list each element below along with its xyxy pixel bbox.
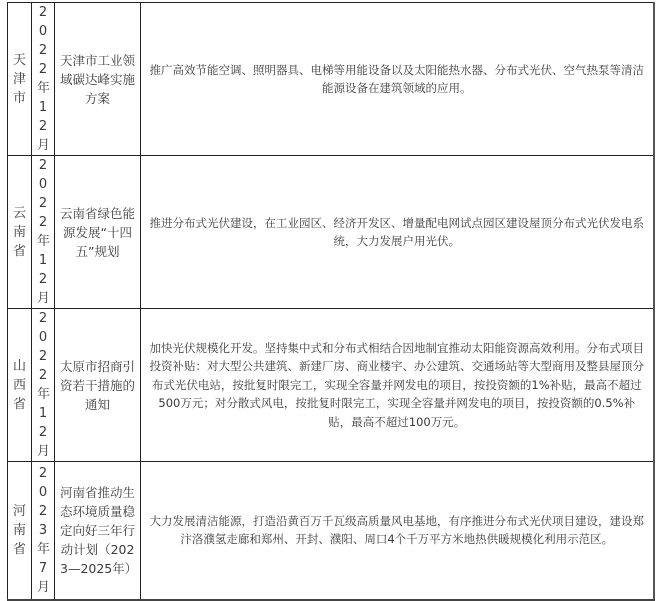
table-row <box>8 3 654 156</box>
policy-title: 云南省绿色能源发展“十四五”规划 <box>60 205 136 259</box>
province-text: 天津市 <box>12 52 26 106</box>
province-cell <box>8 3 32 156</box>
policy-title: 太原市招商引资若干措施的通知 <box>60 358 136 412</box>
date-cell <box>32 3 55 156</box>
date-text: 2022年12月 <box>37 5 51 153</box>
province-cell <box>8 309 32 462</box>
policy-content: 推进分布式光伏建设，在工业园区、经济开发区、增量配电网试点园区建设屋顶分布式光伏发电系统，大力发展户用光伏。 <box>149 215 644 248</box>
policy-title-cell <box>55 3 141 156</box>
policy-title: 天津市工业领域碳达峰实施方案 <box>60 52 136 106</box>
date-cell <box>32 156 55 309</box>
table-row <box>8 309 654 462</box>
province-text: 山西省 <box>12 358 26 412</box>
date-text: 2023年7月 <box>37 465 51 595</box>
policy-title-cell <box>55 156 141 309</box>
policy-content-cell <box>141 309 654 462</box>
policy-content-cell <box>141 462 654 600</box>
table-row <box>8 156 654 309</box>
date-cell <box>32 462 55 600</box>
policy-content: 推广高效节能空调、照明器具、电梯等用能设备以及太阳能热水器、分布式光伏、空气热泵等清洁能源设备在建筑领域的应用。 <box>149 62 644 95</box>
policy-content: 大力发展清洁能源，打造沿黄百万千瓦级高质量风电基地，有序推进分布式光伏项目建设，建设郑汴洛濮氢走廊和郑州、开封、濮阳、周口4个千万平方米地热供暖规模化利用示范区。 <box>149 513 644 547</box>
date-text: 2022年12月 <box>37 158 51 306</box>
province-cell <box>8 156 32 309</box>
date-cell <box>32 309 55 462</box>
table-row <box>8 462 654 600</box>
policy-title: 河南省推动生态环境质量稳定向好三年行动计划（2023—2025年） <box>60 484 138 576</box>
policy-title-cell <box>55 462 141 600</box>
date-text: 2022年12月 <box>37 311 51 459</box>
policy-title-cell <box>55 309 141 462</box>
policy-table <box>7 2 655 601</box>
policy-content: 加快光伏规模化开发。坚持集中式和分布式相结合因地制宜推动太阳能资源高效利用。分布式项目投资补贴：对大型公共建筑、新建厂房、商业楼宇、办公建筑、交通场站等大型商用及整县屋顶分布式光伏电站，按批复时限完工，实现全容量并网发电的项目，按投资额的1%补贴，最高不超过500万元；对分散式风电，按批复时限完工，实现全容量并网发电的项目，按投资额的0.5%补贴，最高不超过100万元。 <box>149 340 644 429</box>
policy-content-cell <box>141 3 654 156</box>
province-cell <box>8 462 32 600</box>
province-text: 河南省 <box>12 503 26 557</box>
province-text: 云南省 <box>12 205 26 259</box>
policy-content-cell <box>141 156 654 309</box>
